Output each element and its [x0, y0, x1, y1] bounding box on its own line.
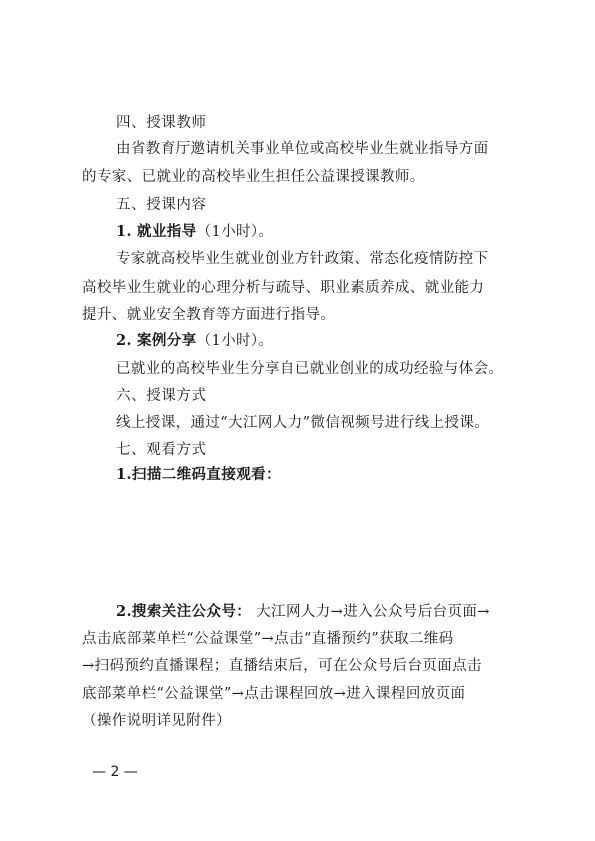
sec5-item2-title — [116, 331, 273, 351]
sec6-heading: 六、授课方式 — [116, 388, 207, 404]
sec7-item2-line-2: →扫码预约直播课程；直播结束后，可在公众号后台页面点击 — [82, 658, 482, 674]
sec5-item1-line-3: 提升、就业安全教育等方面进行指导。 — [82, 307, 336, 323]
sec5-item1-line-1: 专家就高校毕业生就业创业方针政策、常态化疫情防控下 — [116, 251, 489, 267]
sec4-line-1: 由省教育厅邀请机关事业单位或高校毕业生就业指导方面 — [116, 141, 489, 157]
sec7-heading: 七、观看方式 — [116, 442, 207, 458]
sec5-item2-line-1: 已就业的高校毕业生分享自已就业创业的成功经验与体会。 — [116, 361, 504, 377]
sec7-item2-line-3: 底部菜单栏“公益课堂”→点击课程回放→进入课程回放页面 — [82, 686, 466, 702]
sec5-item1-suffix: （1小时）。 — [196, 224, 274, 240]
sec4-heading: 四、授课教师 — [116, 115, 207, 131]
sec5-item2-suffix: （1小时）。 — [196, 333, 274, 349]
sec7-item2-first: 大江网人力→进入公众号后台页面→ — [256, 604, 490, 620]
sec5-item1-line-2: 高校毕业生就业的心理分析与疏导、职业素质养成、就业能力 — [82, 280, 485, 296]
sec7-item1: 1.扫描二维码直接观看： — [116, 466, 281, 483]
sec5-item1-title — [116, 222, 273, 242]
sec5-item1-bold: 就业指导 — [136, 223, 197, 240]
sec5-item1-num: 1. — [116, 223, 132, 240]
sec5-item2-num: 2. — [116, 332, 132, 349]
sec5-heading: 五、授课内容 — [116, 197, 207, 213]
sec6-line-1: 线上授课，通过“大江网人力”微信视频号进行线上授课。 — [116, 415, 490, 431]
sec7-item2-first-line — [116, 602, 490, 622]
sec5-item2-bold: 案例分享 — [136, 332, 197, 349]
page-number: — 2 — — [92, 764, 138, 780]
sec4-line-2: 的专家、已就业的高校毕业生担任公益课授课教师。 — [82, 169, 425, 185]
sec7-item2-label: 2.搜索关注公众号： — [116, 603, 252, 620]
sec7-item2-line-1: 点击底部菜单栏“公益课堂”→点击“直播预约”获取二维码 — [82, 631, 454, 647]
sec7-item2-line-4: （操作说明详见附件） — [82, 713, 231, 729]
